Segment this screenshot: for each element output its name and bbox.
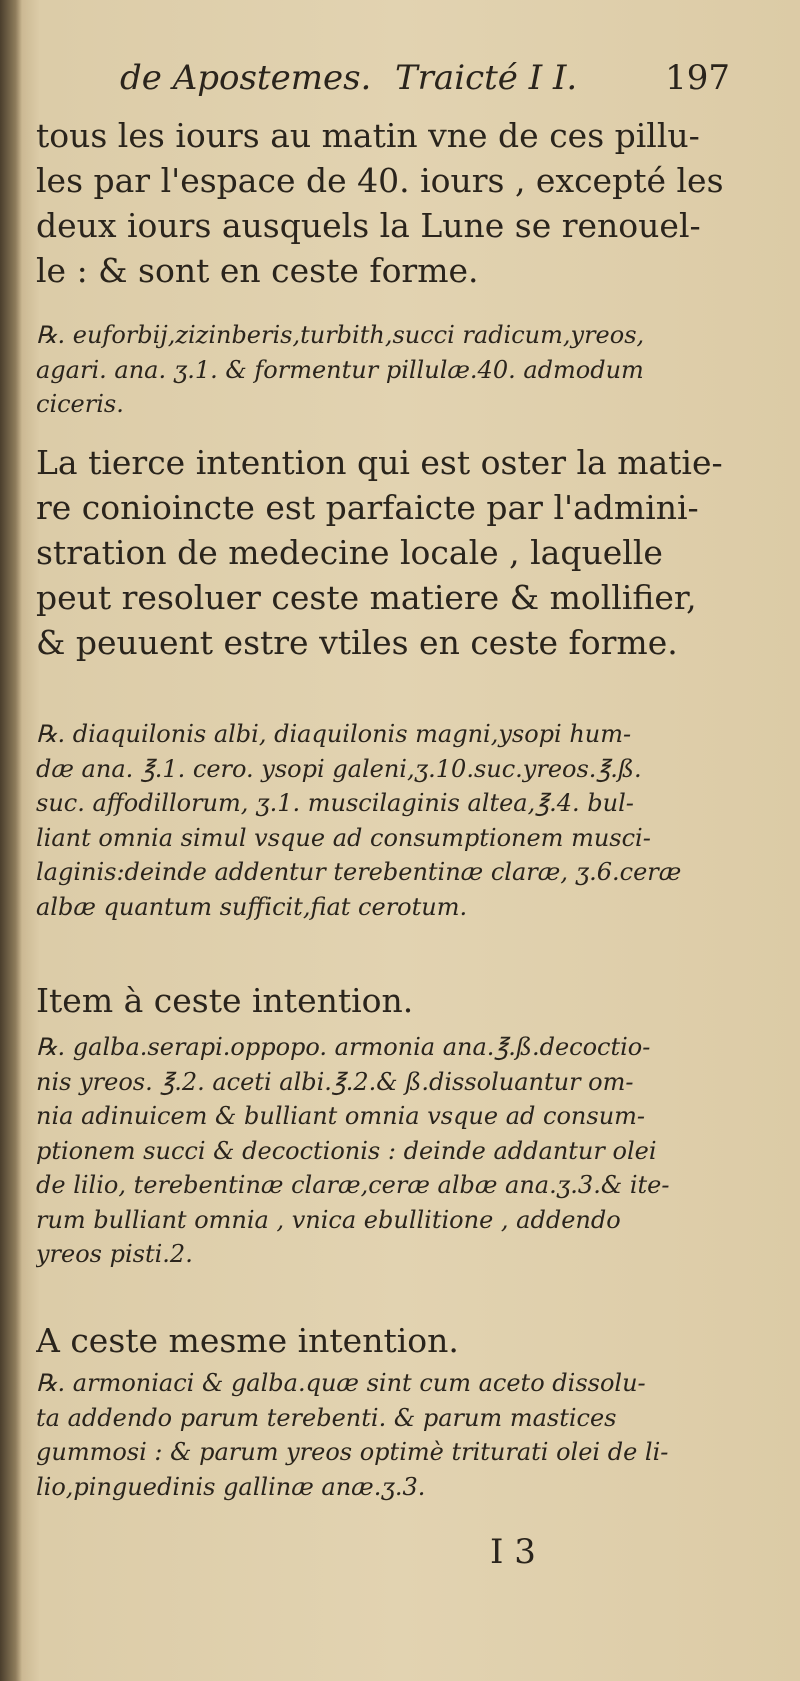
- paragraph-2: [36, 440, 764, 665]
- text-line: ta addendo parum terebenti. & parum mastices: [36, 1403, 617, 1432]
- recipe-2: [36, 717, 764, 924]
- heading-item: [36, 978, 764, 1023]
- text-line: La tierce intention qui est oster la matie-: [36, 443, 723, 482]
- text-line: suc. affodillorum, ʒ.1. muscilaginis altea,℥.4. bul-: [36, 789, 634, 817]
- header-title: de Apostemes.: [120, 58, 372, 98]
- text-line: agari. ana. ʒ.1. & formentur pillulæ.40. admodum: [36, 355, 644, 384]
- recipe-3: [36, 1030, 764, 1272]
- text-line: laginis:deinde addentur terebentinæ claræ, ʒ.6.ceræ: [36, 858, 682, 886]
- text-line: yreos pisti.2.: [36, 1240, 193, 1268]
- text-line: dæ ana. ℥.1. cero. ysopi galeni,ʒ.10.suc.yreos.℥.ß.: [36, 754, 642, 783]
- recipe-4: [36, 1366, 764, 1504]
- text-line: les par l'espace de 40. iours , excepté les: [36, 161, 724, 200]
- text-line: peut resoluer ceste matiere & mollifier,: [36, 578, 697, 617]
- text-line: ciceris.: [36, 390, 124, 418]
- text-line: ℞. armoniaci & galba.quæ sint cum aceto dissolu-: [36, 1369, 646, 1397]
- text-line: gummosi : & parum yreos optimè triturati olei de li-: [36, 1438, 669, 1466]
- text-line: rum bulliant omnia , vnica ebullitione , addendo: [36, 1205, 621, 1234]
- text-line: liant omnia simul vsque ad consumptionem musci-: [36, 823, 651, 852]
- text-line: le : & sont en ceste forme.: [36, 251, 479, 290]
- text-line: ℞. diaquilonis albi, diaquilonis magni,ysopi hum-: [36, 720, 632, 748]
- text-line: albæ quantum sufficit,fiat cerotum.: [36, 892, 468, 921]
- heading-same-intention: [36, 1318, 764, 1363]
- text-line: A ceste mesme intention.: [36, 1321, 459, 1360]
- book-spine-shadow: [0, 0, 22, 1681]
- text-line: nia adinuicem & bulliant omnia vsque ad consum-: [36, 1102, 646, 1130]
- text-line: deux iours ausquels la Lune se renouel-: [36, 206, 701, 245]
- header-treatise: Traicté I I.: [395, 58, 578, 98]
- running-header: [120, 58, 730, 108]
- recipe-1: [36, 318, 764, 422]
- text-line: ℞. galba.serapi.oppopo. armonia ana.℥.ß.decoctio-: [36, 1033, 651, 1061]
- text-line: lio,pinguedinis gallinæ anæ.ʒ.3.: [36, 1472, 426, 1501]
- text-line: nis yreos. ℥.2. aceti albi.℥.2.& ß.dissoluantur om-: [36, 1067, 634, 1096]
- text-line: de lilio, terebentinæ claræ,ceræ albæ ana.ʒ.3.& ite-: [36, 1171, 670, 1199]
- signature-mark: I 3: [490, 1532, 536, 1572]
- text-line: stration de medecine locale , laquelle: [36, 533, 663, 572]
- text-line: ℞. euforbij,zizinberis,turbith,succi radicum,yreos,: [36, 321, 645, 349]
- paragraph-1: [36, 113, 764, 293]
- page-number: 197: [665, 58, 730, 98]
- text-line: re conioincte est parfaicte par l'admini-: [36, 488, 699, 527]
- text-line: tous les iours au matin vne de ces pillu-: [36, 116, 700, 155]
- text-line: & peuuent estre vtiles en ceste forme.: [36, 623, 678, 662]
- text-line: ptionem succi & decoctionis : deinde addantur olei: [36, 1136, 657, 1165]
- text-line: Item à ceste intention.: [36, 981, 414, 1020]
